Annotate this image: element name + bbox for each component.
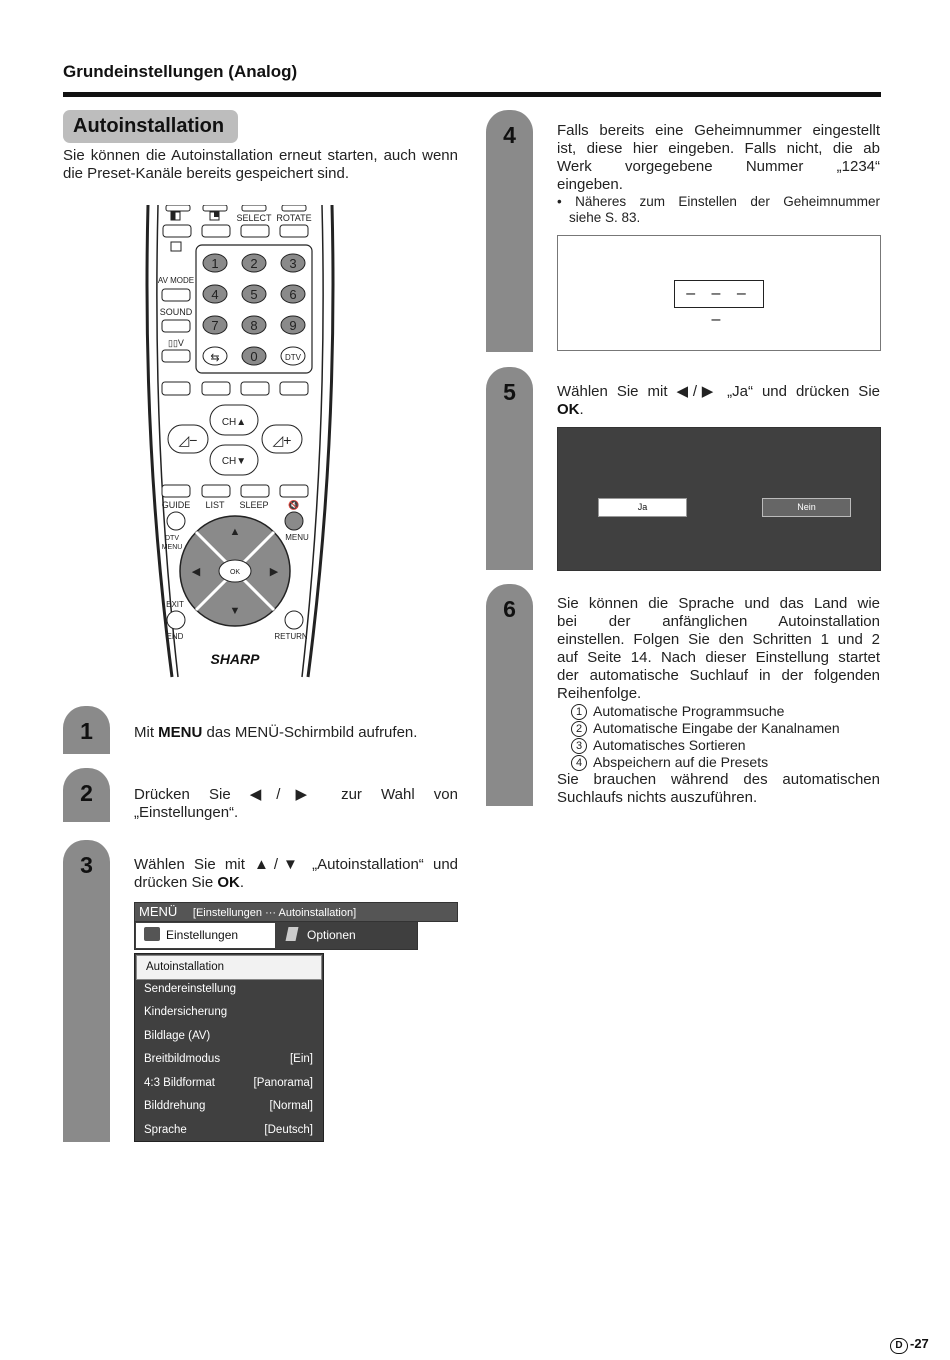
remote-menu-label: MENU [285, 533, 309, 542]
menu-item-sendereinstellung[interactable]: Sendereinstellung [144, 983, 237, 995]
pin-input[interactable]: – – – – [674, 280, 764, 308]
remote-digit: 0 [250, 349, 258, 364]
remote-dtv-label: DTV [285, 353, 301, 362]
step-number-tab [486, 367, 533, 570]
step-number-tab [63, 768, 110, 822]
page-header-title: Grundeinstellungen (Analog) [63, 62, 298, 81]
remote-select-label: SELECT [236, 213, 272, 223]
menu-item-bildlage[interactable]: Bildlage (AV) [144, 1030, 211, 1042]
remote-sound-label: SOUND [159, 307, 193, 317]
step-1-text: Mit MENU das MENÜ-Schirmbild aufrufen. [134, 724, 418, 741]
remote-exit-label: EXIT [166, 600, 184, 609]
remote-ch-down-label: CH▼ [221, 456, 247, 467]
step-number-tab [486, 110, 533, 352]
remote-list-label: LIST [205, 500, 225, 510]
confirm-dialog [557, 427, 881, 571]
step-number-tab [63, 706, 110, 754]
pin-entry-screen [557, 235, 881, 351]
svg-text:◿−: ◿− [178, 432, 198, 448]
svg-text:◿+: ◿+ [272, 432, 292, 448]
remote-return-label: RETURN [274, 632, 308, 641]
menu-item-bildformat[interactable]: 4:3 Bildformat [Panorama] [144, 1077, 313, 1089]
list-item: 2 Automatische Eingabe der Kanalnamen [571, 720, 880, 737]
menu-title-bar [134, 902, 458, 922]
menu-tabs [134, 921, 418, 950]
step-2-text: Drücken Sie ◀/▶ zur Wahl von „Einstellungen“. [134, 786, 458, 821]
remote-control-illustration [140, 205, 340, 680]
list-item: 3 Automatisches Sortieren [571, 737, 880, 754]
step-4-text: Falls bereits eine Geheimnummer eingestellt ist, diese hier eingeben. Falls nicht, die ab Werk vorgegebene Nummer „1234“ eingeben. • Näheres zum Einstellen der Geheimnummer siehe S. 83. [557, 122, 880, 225]
remote-sleep-label: SLEEP [239, 500, 269, 510]
step-number: 6 [503, 596, 516, 622]
svg-text:⇆: ⇆ [210, 352, 220, 364]
menu-item-breitbildmodus[interactable]: Breitbildmodus [Ein] [144, 1053, 313, 1065]
remote-guide-label: GUIDE [161, 500, 191, 510]
menu-item-sprache[interactable]: Sprache [Deutsch] [144, 1124, 313, 1136]
svg-text:▯▯V: ▯▯V [168, 338, 184, 348]
tab-optionen[interactable]: Optionen [283, 923, 415, 948]
section-title: Autoinstallation [63, 110, 238, 143]
remote-digit: 5 [250, 287, 258, 302]
menu-item-bilddrehung[interactable]: Bilddrehung [Normal] [144, 1100, 313, 1112]
step-6-text: Sie können die Sprache und das Land wie bei der anfänglichen Autoinstallation einstellen. Folgen Sie den Schritten 1 und 2 auf Seite 14. Nach dieser Einstellung startet der automatische Suchlauf in der folgenden Reihenfolge. 1 Automatische Programmsuche 2 Automatische Eingabe der Kanalnamen 3 Automatisches Sortieren 4 Abspeichern auf die Presets Sie brauchen während des automatischen Suchlaufs nichts auszuführen. [557, 595, 880, 806]
list-item: 1 Automatische Programmsuche [571, 703, 880, 720]
step-number-tab [63, 840, 110, 1142]
remote-digit: 6 [289, 287, 297, 302]
step-number: 5 [503, 379, 516, 405]
remote-digit: 3 [289, 256, 297, 271]
remote-dtv-menu-label-1: DTV [165, 535, 179, 542]
remote-digit: 2 [250, 256, 258, 271]
remote-digit: 1 [211, 256, 219, 271]
yes-button[interactable]: Ja [598, 498, 687, 517]
no-button[interactable]: Nein [762, 498, 851, 517]
step-5-text: Wählen Sie mit ◀/▶ „Ja“ und drücken Sie OK. [557, 383, 880, 418]
remote-digit: 9 [289, 318, 297, 333]
remote-rotate-label: ROTATE [276, 213, 312, 223]
step-number: 3 [80, 852, 93, 878]
menu-list [134, 953, 324, 1142]
brand-logo: SHARP [210, 651, 260, 667]
menu-item-kindersicherung[interactable]: Kindersicherung [144, 1006, 228, 1018]
step-number: 2 [80, 780, 93, 806]
menu-bar-path: [Einstellungen ··· Autoinstallation] [192, 907, 357, 919]
remote-ch-up-label: CH▲ [221, 417, 247, 428]
language-badge: D [890, 1338, 908, 1354]
remote-avmode-label: AV MODE [157, 276, 195, 285]
menu-bar-title: MENÜ [139, 904, 178, 919]
section-intro: Sie können die Autoinstallation erneut starten, auch wenn die Preset-Kanäle bereits gespeichert sind. [63, 147, 458, 182]
remote-end-label: END [166, 632, 184, 641]
header-rule [63, 92, 881, 97]
page-number: D -27 [890, 1336, 929, 1354]
remote-dtv-menu-label-2: MENU [161, 544, 183, 551]
remote-digit: 7 [211, 318, 219, 333]
remote-digit: 4 [211, 287, 219, 302]
list-item: 4 Abspeichern auf die Presets [571, 754, 880, 771]
step-number: 4 [503, 122, 516, 148]
svg-text:◀: ◀ [191, 566, 201, 578]
remote-digit: 8 [250, 318, 258, 333]
svg-text:▶: ▶ [269, 566, 279, 578]
step-number: 1 [80, 718, 93, 744]
options-icon [286, 927, 299, 941]
svg-text:🔇: 🔇 [288, 500, 300, 510]
remote-digit-buttons [203, 254, 305, 365]
svg-text:▲: ▲ [229, 526, 241, 538]
step-3-text: Wählen Sie mit ▲/▼ „Autoinstallation“ und drücken Sie OK. [134, 856, 458, 891]
remote-ok-label: OK [229, 569, 241, 576]
menu-item-autoinstallation[interactable]: Autoinstallation [136, 955, 322, 980]
tab-einstellungen[interactable]: Einstellungen [136, 923, 275, 948]
settings-icon [144, 927, 160, 941]
step-number-tab [486, 584, 533, 806]
svg-text:▼: ▼ [229, 605, 241, 617]
